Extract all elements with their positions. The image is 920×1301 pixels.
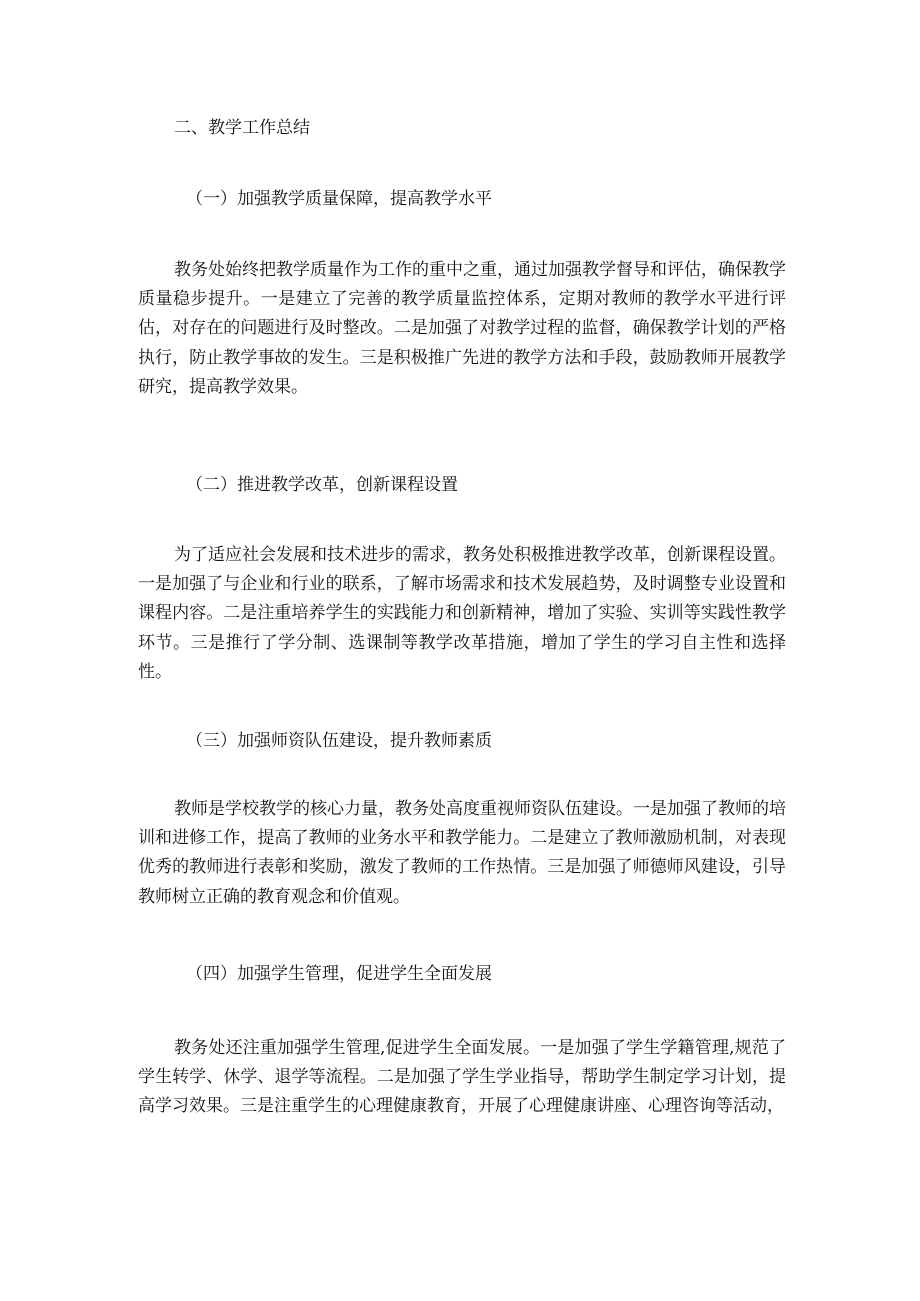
subsection-paragraph-1: 教务处始终把教学质量作为工作的重中之重，通过加强教学督导和评估，确保教学质量稳步提升。一是建立了完善的教学质量监控体系，定期对教师的教学水平进行评估，对存在的问题进行及时整改。二是加强了对教学过程的监督，确保教学计划的严格执行，防止教学事故的发生。三是积极推广先进的教学方法和手段，鼓励教师开展教学研究，提高教学效果。 (138, 260, 786, 397)
subsection-heading-2: （二）推进教学改革，创新课程设置 (186, 475, 458, 495)
subsection-heading-4: （四）加强学生管理，促进学生全面发展 (186, 964, 492, 984)
subsection-paragraph-4: 教务处还注重加强学生管理,促进学生全面发展。一是加强了学生学籍管理,规范了学生转学、休学、退学等流程。二是加强了学生学业指导，帮助学生制定学习计划，提高学习效果。三是注重学生的心理健康教育，开展了心理健康讲座、心理咨询等活动， (138, 1038, 786, 1117)
subsection-paragraph-3: 教师是学校教学的核心力量，教务处高度重视师资队伍建设。一是加强了教师的培训和进修工作，提高了教师的业务水平和教学能力。二是建立了教师激励机制，对表现优秀的教师进行表彰和奖励，激发了教师的工作热情。三是加强了师德师风建设，引导教师树立正确的教育观念和价值观。 (138, 799, 786, 907)
subsection-heading-3: （三）加强师资队伍建设，提升教师素质 (186, 731, 492, 751)
subsection-paragraph-2: 为了适应社会发展和技术进步的需求，教务处积极推进教学改革，创新课程设置。一是加强了与企业和行业的联系，了解市场需求和技术发展趋势，及时调整专业设置和课程内容。二是注重培养学生的实践能力和创新精神，增加了实验、实训等实践性教学环节。三是推行了学分制、选课制等教学改革措施，增加了学生的学习自主性和选择性。 (138, 545, 786, 682)
section-title: 二、教学工作总结 (174, 118, 310, 138)
subsection-heading-1: （一）加强教学质量保障，提高教学水平 (186, 189, 492, 209)
